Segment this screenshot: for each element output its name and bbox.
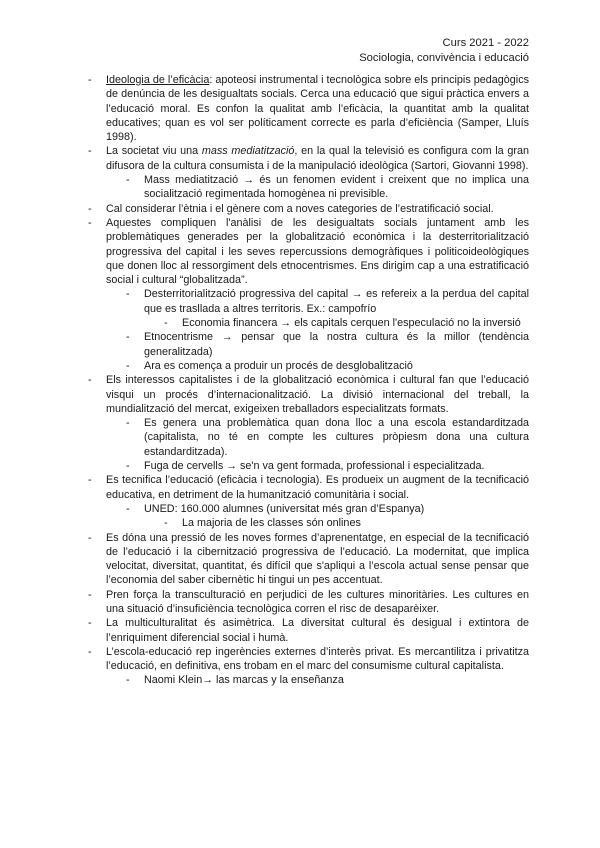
sub-bullet-text: Es genera una problemàtica quan dona lloc a una escola estandarditzada (capitalista, no té en compte les cultures pròpiesm dona una cultura estandarditzada).: [144, 417, 529, 458]
bullet-dash: -: [126, 359, 130, 372]
sub-bullet-text: UNED: 160.000 alumnes (universitat més gran d’Espanya): [144, 502, 425, 515]
bullet-ideologia-eficacia: [88, 73, 529, 144]
sub-bullet-etnocentrisme: [88, 330, 529, 359]
bullet-text: Els interessos capitalistes i de la globalització econòmica i cultural fan que l’educació visqui un procés d’internacionalització. La divisió internacional del treball, la mundialització del mercat, exigeixen treballadors especialitzats formats.: [106, 374, 529, 415]
sub-bullet-text: Naomi Klein→ las marcas y la enseñanza: [144, 674, 344, 687]
sub-bullet-desterritorialitzacio: [88, 287, 529, 316]
term-mass-mediatitzacio: mass mediatització: [201, 145, 295, 158]
bullet-dash: -: [88, 531, 92, 544]
bullet-text: La societat viu una: [106, 145, 202, 158]
bullet-dash: -: [88, 617, 92, 630]
bullet-dash: -: [126, 502, 130, 515]
bullet-dash: -: [164, 517, 168, 530]
bullet-text: Cal considerar l’ètnia i el gènere com a noves categories de l’estratificació social.: [106, 202, 494, 215]
bullet-etnia-genere: [88, 202, 529, 216]
bullet-dash: -: [88, 374, 92, 387]
sub-sub-bullet-economia-financera: [88, 316, 529, 330]
sub-bullet-text: Desterritorialització progressiva del capital → es refereix a la perdua del capital que es trasllada a altres territoris. Ex.: campofrío: [144, 288, 529, 315]
bullet-text: : apoteosi instrumental i tecnològica sobre els principis pedagògics de denúncia de les desigualtats socials. Cerca una educació que sigui pràctica envers a l’educació moral. Es confon la qualitat amb l’eficàcia, la quantitat amb la qualitat educatives; quan es vol ser políticament correcte es parla d’eficiència (Samper, Lluís 1998).: [106, 74, 529, 144]
sub-bullet-text: Ara es comença a produir un procés de desglobalització: [144, 359, 413, 372]
page-header: [359, 36, 529, 66]
bullet-desigualtats-socials: [88, 216, 529, 287]
bullet-dash: -: [88, 645, 92, 658]
bullet-mercantilitzacio: [88, 645, 529, 674]
bullet-dash: -: [88, 474, 92, 487]
bullet-text: L’escola-educació rep ingerències externes d’interès privat. Es mercantilitza i privatitza l’educació, en definitiva, ens trobam en el marc del consumisme cultural capitalista.: [106, 645, 529, 673]
bullet-dash: -: [88, 588, 92, 601]
sub-bullet-text: Etnocentrisme → pensar que la nostra cultura és la millor (tendència generalitzada): [144, 331, 529, 358]
sub-bullet-text: Mass mediatització → és un fenomen evident i creixent que no implica una socialització regimentada homogènea ni previsible.: [144, 174, 529, 201]
bullet-text: Pren força la transculturació en perjudici de les cultures minoritàries. Les cultures en una situació d’insuficiència tecnològica corren el risc de desaparèixer.: [106, 588, 529, 615]
sub-sub-bullet-classes-online: [88, 516, 529, 530]
sub-bullet-uned: [88, 502, 529, 516]
sub-bullet-escola-estandarditzada: [88, 416, 529, 459]
bullet-internacionalitzacio: [88, 373, 529, 416]
sub-bullet-mass-mediatitzacio: [88, 173, 529, 202]
bullet-dash: -: [126, 460, 130, 473]
sub-bullet-desglobalitzacio: [88, 359, 529, 373]
term-ideologia-eficacia: Ideologia de l’eficàcia: [106, 74, 210, 86]
bullet-dash: -: [126, 417, 130, 430]
sub-sub-bullet-text: La majoria de les classes són onlines: [182, 517, 361, 530]
bullet-text: La multiculturalitat és asimètrica. La diversitat cultural és desigual i extintora de l’enriquiment diferencial social i humà.: [106, 617, 529, 644]
bullet-text: , en la qual la televisió es configura com la gran difusora de la cultura consumista i de la manipulació ideològica (Sartori, Giovanni 1998).: [106, 145, 529, 172]
bullet-transculturacio: [88, 588, 529, 617]
bullet-dash: -: [88, 74, 92, 86]
bullet-dash: -: [88, 216, 92, 229]
bullet-text: Es tecnifica l’educació (eficàcia i tecnologia). Es produeix un augment de la tecnificació educativa, en detriment de la humanització comunitària i social.: [106, 474, 529, 501]
sub-bullet-fuga-cervells: [88, 459, 529, 473]
sub-bullet-text: Fuga de cervells → se'n va gent formada, professional i especialitzada.: [144, 460, 485, 473]
subject-title: Sociologia, convivència i educació: [359, 52, 529, 64]
bullet-dash: -: [126, 674, 130, 687]
bullet-text: Es dóna una pressió de les noves formes d’aprenentatge, en especial de la tecnificació de l’educació i la cibernització progressiva de l’educació. La modernitat, que implica velocitat, diversitat, quantitat, és difícil que s'apliqui a l’escola actual sense pensar que l’economia del saber cibernètic hi tingui un pes accentuat.: [106, 531, 529, 587]
bullet-dash: -: [126, 174, 130, 187]
bullet-dash: -: [88, 202, 92, 215]
bullet-mass-mediatitzacio: [88, 144, 529, 173]
bullet-text: Aquestes compliquen l'anàlisi de les desigualtats socials juntament amb les problemàtiques generades per la globalització econòmica i la desterritorialització progressiva del capital i les seves repercussions demogràfiques i politicoideològiques que donen lloc al ressorgiment dels etnocentrismes. Ens dirigim cap a una estratificació social i cultural “globalitzada”.: [106, 216, 529, 287]
bullet-multiculturalitat: [88, 616, 529, 645]
document-body: [88, 73, 529, 688]
sub-sub-bullet-text: Economia financera → els capitals cerquen l'especulació no la inversió: [182, 317, 521, 330]
bullet-dash: -: [88, 145, 92, 158]
bullet-dash: -: [126, 288, 130, 301]
sub-bullet-naomi-klein: [88, 673, 529, 687]
bullet-tecnificacio: [88, 473, 529, 502]
course-year: Curs 2021 - 2022: [442, 37, 529, 49]
bullet-dash: -: [126, 331, 130, 344]
bullet-dash: -: [164, 317, 168, 330]
bullet-noves-formes-aprenentatge: [88, 531, 529, 588]
